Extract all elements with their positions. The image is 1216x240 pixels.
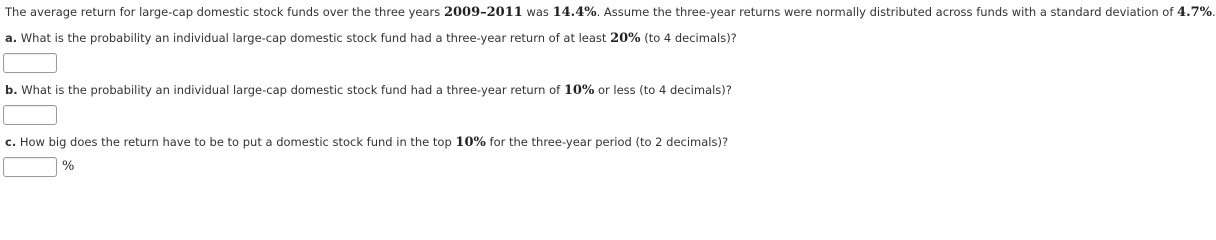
- intro-text: .: [1212, 5, 1216, 19]
- question-c: [5, 134, 728, 151]
- question-c-text: for the three-year period (to 2 decimals)?: [485, 135, 729, 149]
- intro-text: was: [522, 5, 553, 19]
- question-a-label: a.: [5, 31, 18, 45]
- question-c-text: How big does the return have to be to put a domestic stock fund in the top: [16, 135, 456, 149]
- intro-text: . Assume the three-year returns were normally distributed across funds with a standard deviation of: [596, 5, 1178, 19]
- percent-unit-label: %: [62, 159, 75, 174]
- question-b-label: b.: [5, 83, 18, 97]
- intro-years: 2009–2011: [443, 5, 523, 20]
- question-b-text: or less (to 4 decimals)?: [594, 83, 732, 97]
- question-a-text: (to 4 decimals)?: [640, 31, 737, 45]
- intro-sd: 4.7%: [1177, 5, 1213, 20]
- question-c-label: c.: [5, 135, 17, 149]
- answer-b-input[interactable]: [3, 105, 57, 125]
- question-a: [5, 30, 737, 47]
- answer-c-input[interactable]: [3, 157, 57, 177]
- question-a-value: 20%: [610, 31, 641, 46]
- intro-mean: 14.4%: [552, 5, 597, 20]
- problem-intro: [5, 4, 1216, 21]
- question-b-text: What is the probability an individual large-cap domestic stock fund had a three-year return of: [17, 83, 564, 97]
- question-b: [5, 82, 732, 99]
- intro-text: The average return for large-cap domestic stock funds over the three years: [5, 5, 444, 19]
- answer-a-input[interactable]: [3, 53, 57, 73]
- question-b-value: 10%: [563, 83, 595, 98]
- question-c-value: 10%: [455, 135, 486, 150]
- question-a-text: What is the probability an individual large-cap domestic stock fund had a three-year return of at least: [17, 31, 611, 45]
